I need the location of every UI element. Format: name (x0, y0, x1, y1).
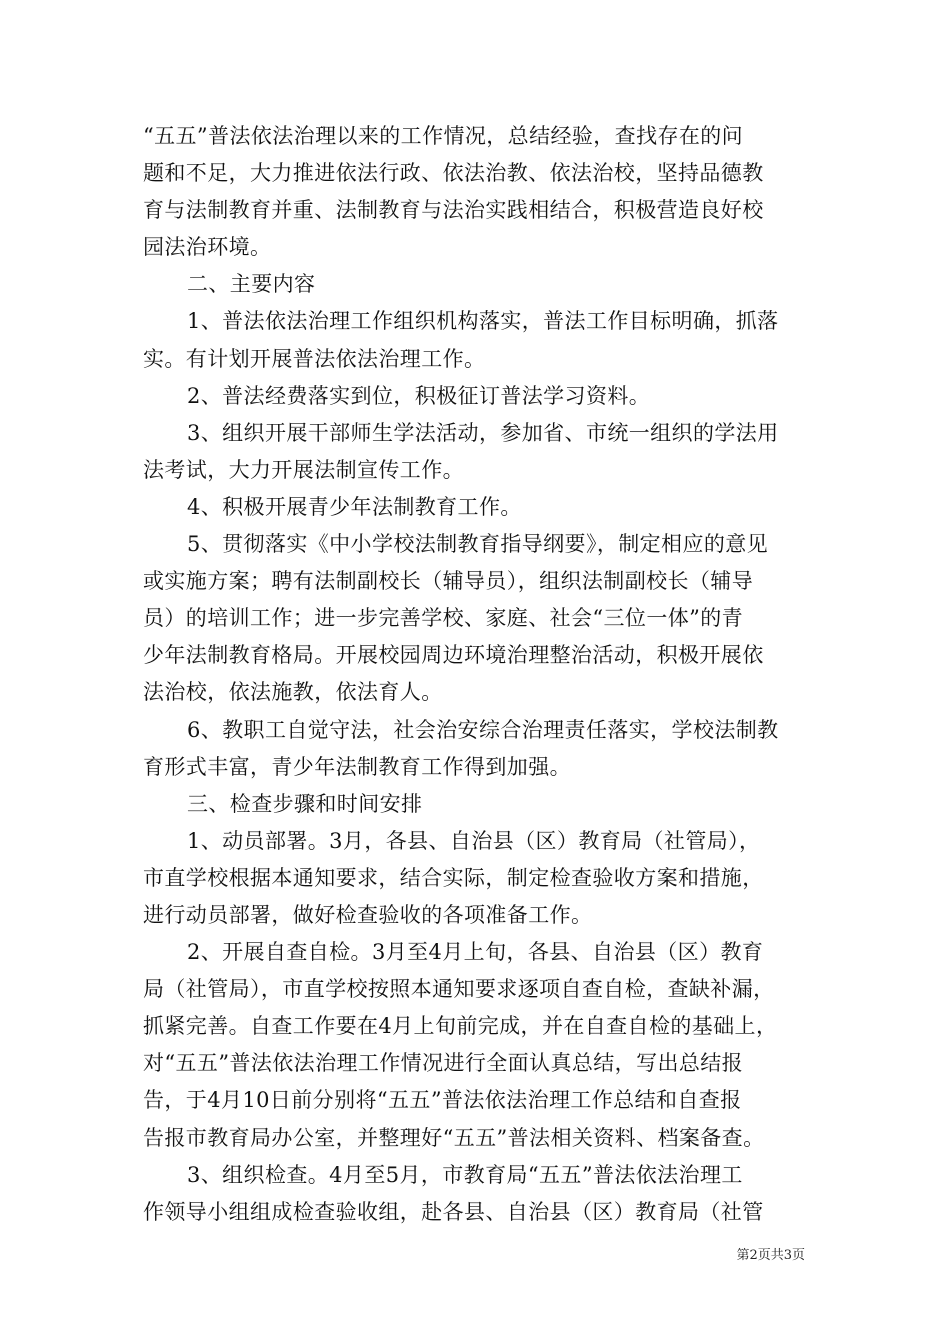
text-line: 员）的培训工作；进一步完善学校、家庭、社会“三位一体”的青 (143, 606, 744, 631)
text-line: 育与法制教育并重、法制教育与法治实践相结合，积极营造良好校 (143, 198, 764, 223)
text-line: 2、开展自查自检。3月至4月上旬，各县、自治县（区）教育 (187, 940, 764, 965)
text-line: 6、教职工自觉守法，社会治安综合治理责任落实，学校法制教 (187, 717, 779, 742)
text-line: 或实施方案；聘有法制副校长（辅导员），组织法制副校长（辅导 (143, 569, 754, 594)
text-line: 法考试，大力开展法制宣传工作。 (143, 457, 464, 482)
document-body (143, 118, 807, 1231)
text-line: 市直学校根据本通知要求，结合实际，制定检查验收方案和措施， (143, 865, 764, 890)
text-line: 告报市教育局办公室，并整理好“五五”普法相关资料、档案备查。 (143, 1125, 765, 1150)
text-line: 园法治环境。 (143, 235, 272, 260)
text-line: 1、动员部署。3月，各县、自治县（区）教育局（社管局）， (187, 828, 761, 853)
text-line: 1、普法依法治理工作组织机构落实，普法工作目标明确，抓落 (187, 309, 779, 334)
text-line: 2、普法经费落实到位，积极征订普法学习资料。 (187, 383, 651, 408)
text-line: 少年法制教育格局。开展校园周边环境治理整治活动，积极开展依 (143, 643, 764, 668)
text-line: 告，于4月10日前分别将“五五”普法依法治理工作总结和自查报 (143, 1088, 742, 1113)
text-line: “五五”普法依法治理以来的工作情况，总结经验，查找存在的问 (143, 124, 744, 148)
text-line: 3、组织检查。4月至5月，市教育局“五五”普法依法治理工 (187, 1162, 743, 1187)
text-line: 法治校，依法施教，依法育人。 (143, 680, 443, 705)
text-line: 4、积极开展青少年法制教育工作。 (187, 494, 522, 519)
text-line: 进行动员部署，做好检查验收的各项准备工作。 (143, 902, 593, 927)
text-line: 三、检查步骤和时间安排 (187, 791, 423, 816)
text-line: 5、贯彻落实《中小学校法制教育指导纲要》，制定相应的意见 (187, 532, 769, 557)
text-line: 作领导小组组成检查验收组，赴各县、自治县（区）教育局（社管 (143, 1199, 764, 1224)
text-line: 题和不足，大力推进依法行政、依法治教、依法治校，坚持品德教 (143, 161, 764, 186)
page-number: 第2页共3页 (736, 1248, 805, 1263)
text-line: 局（社管局），市直学校按照本通知要求逐项自查自检，查缺补漏， (143, 977, 775, 1002)
text-line: 实。有计划开展普法依法治理工作。 (143, 346, 486, 371)
text-line: 育形式丰富，青少年法制教育工作得到加强。 (143, 754, 571, 779)
text-line: 对“五五”普法依法治理工作情况进行全面认真总结，写出总结报 (143, 1051, 744, 1076)
text-line: 抓紧完善。自查工作要在4月上旬前完成，并在自查自检的基础上， (143, 1014, 778, 1039)
text-line: 二、主要内容 (187, 272, 316, 297)
text-line: 3、组织开展干部师生学法活动，参加省、市统一组织的学法用 (187, 420, 779, 445)
